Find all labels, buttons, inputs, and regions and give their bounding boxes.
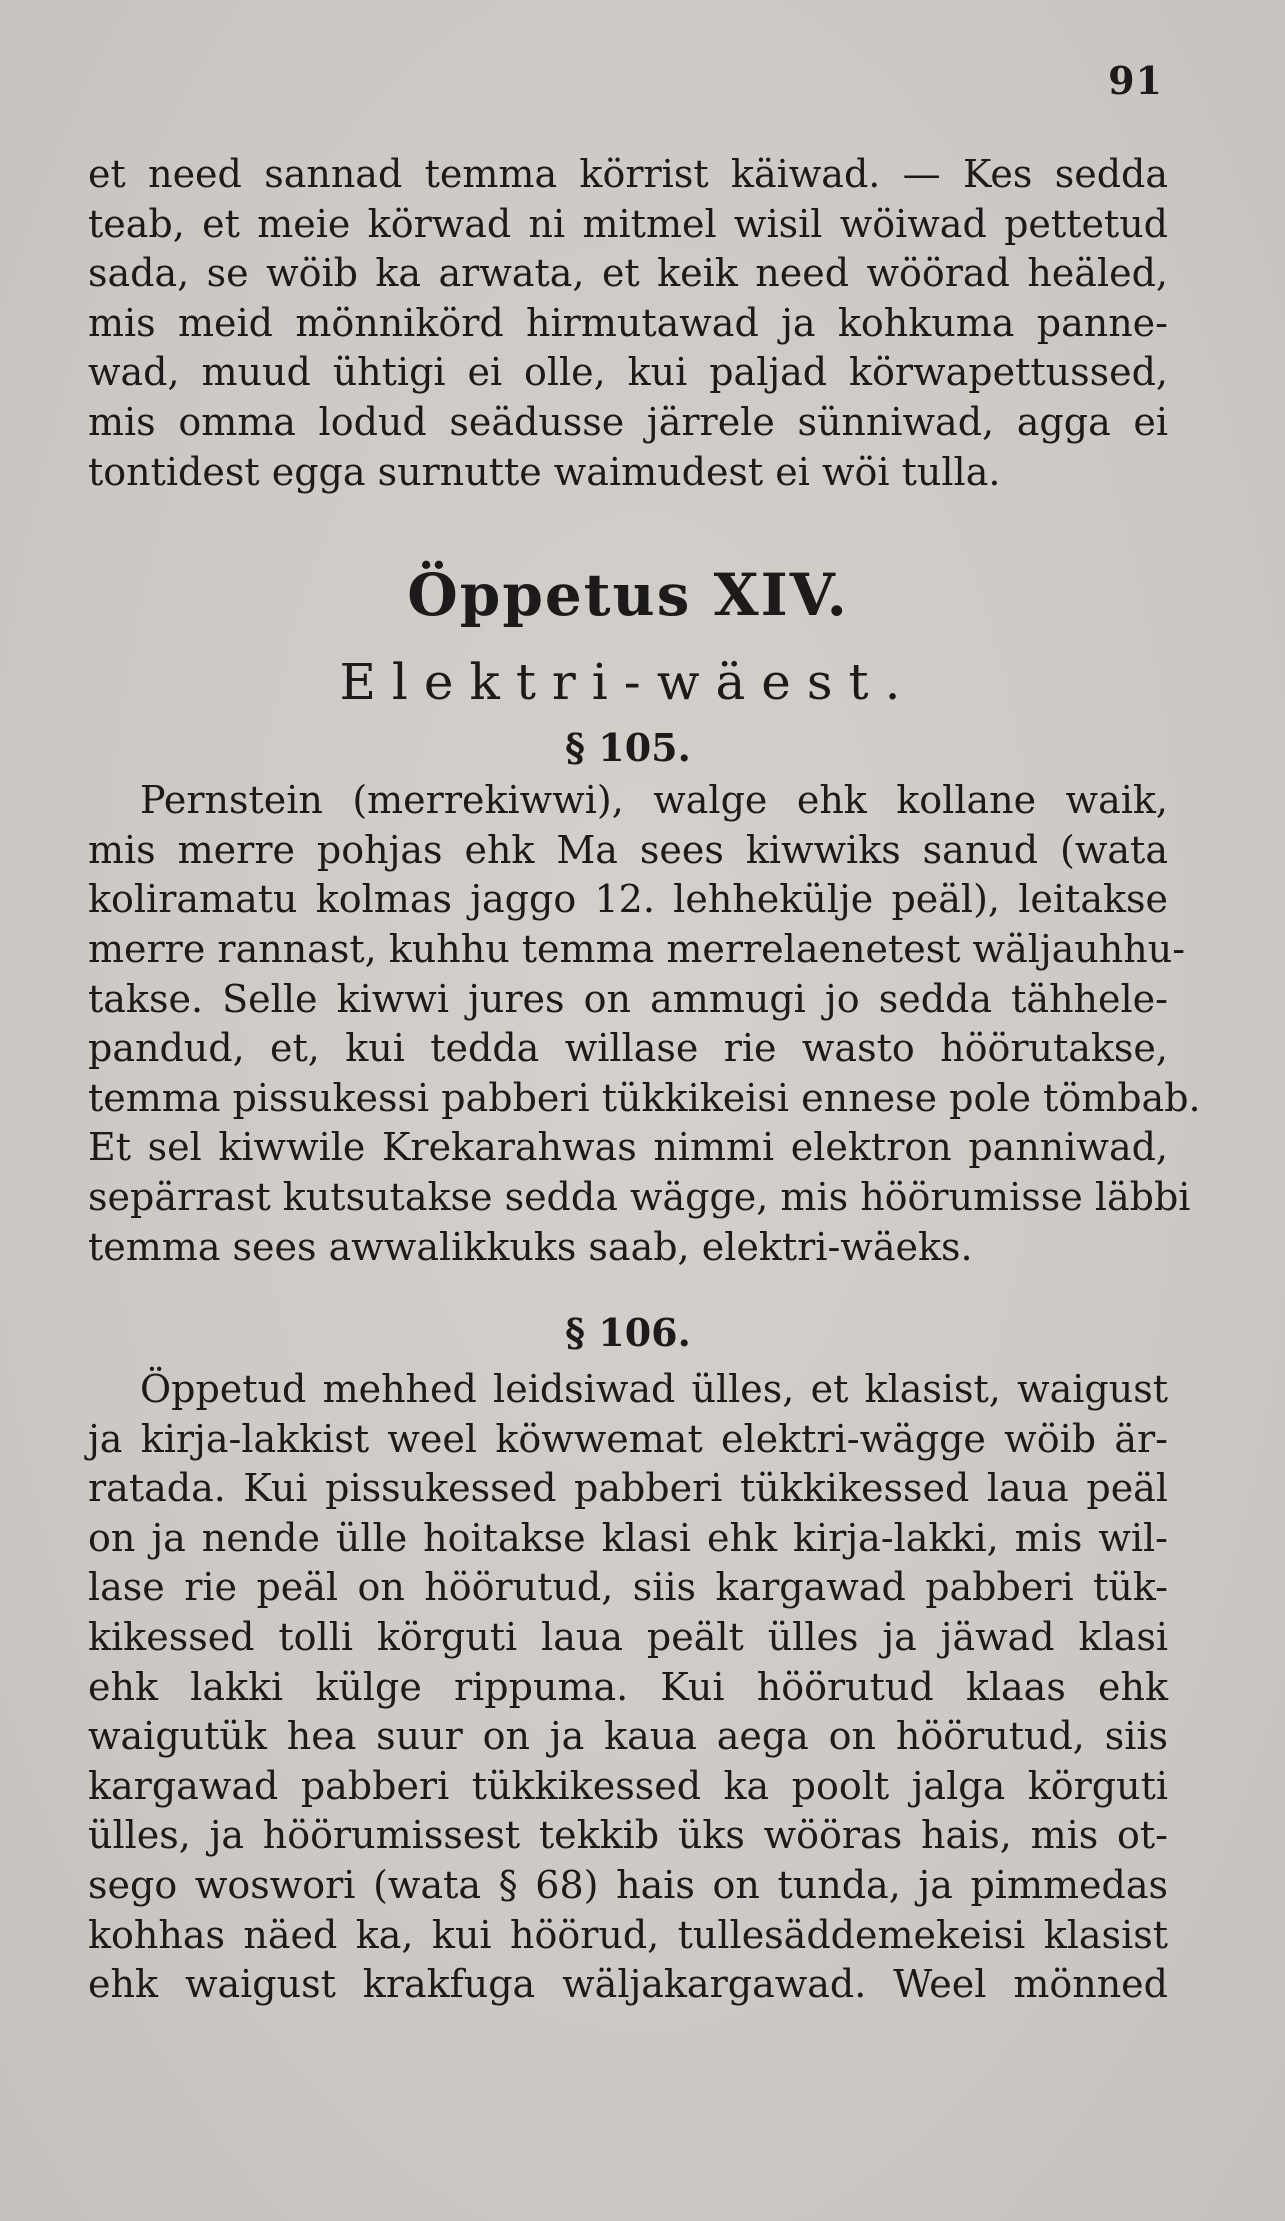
text-line: ehk lakki külge rippuma. Kui höörutud klaas ehk — [88, 1664, 1168, 1709]
text-line: kikessed tolli körguti laua peält ülles ja jäwad klasi — [88, 1615, 1168, 1660]
text-line: mis omma lodud seädusse järrele sünniwad, agga ei — [88, 399, 1168, 444]
text-line: Pernstein (merrekiwwi), walge ehk kollane waik, — [140, 778, 1168, 823]
text-line: lase rie peäl on höörutud, siis kargawad pabberi tük- — [88, 1565, 1168, 1610]
text-line: teab, et meie körwad ni mitmel wisil wöiwad pettetud — [88, 201, 1168, 246]
lesson-subtitle: Elektri-wäest. — [339, 653, 917, 712]
text-line: Öppetud mehhed leidsiwad ülles, et klasist, waigust — [140, 1367, 1168, 1412]
text-line: takse. Selle kiwwi jures on ammugi jo sedda tähhele- — [88, 976, 1168, 1021]
section-105-heading: § 105. — [565, 725, 691, 771]
text-line: kohhas näed ka, kui höörud, tullesäddemekeisi klasist — [88, 1912, 1168, 1957]
text-line: koliramatu kolmas jaggo 12. lehhekülje peäl), leitakse — [88, 877, 1168, 922]
text-line: on ja nende ülle hoitakse klasi ehk kirja-lakki, mis wil- — [88, 1515, 1168, 1560]
text-line: Et sel kiwwile Krekarahwas nimmi elektron panniwad, — [88, 1125, 1168, 1170]
text-line: sepärrast kutsutakse sedda wägge, mis höörumisse läbbi — [88, 1174, 1191, 1219]
text-line: temma pissukessi pabberi tükkikeisi ennese pole tömbab. — [88, 1075, 1201, 1120]
text-line: kargawad pabberi tükkikessed ka poolt jalga körguti — [88, 1763, 1168, 1808]
text-line: sada, se wöib ka arwata, et keik need wöörad heäled, — [88, 251, 1168, 296]
text-line: et need sannad temma körrist käiwad. — Kes sedda — [88, 152, 1168, 196]
text-line: ülles, ja höörumissest tekkib üks wööras hais, mis ot- — [88, 1813, 1168, 1858]
page-content — [88, 150, 1201, 2010]
text-line: wad, muud ühtigi ei olle, kui paljad körwapettussed, — [88, 350, 1168, 395]
text-line: ratada. Kui pissukessed pabberi tükkikessed laua peäl — [88, 1466, 1168, 1511]
intro-paragraph — [88, 150, 1168, 497]
section-105-paragraph — [88, 776, 1201, 1272]
page-number: 91 — [1108, 58, 1163, 103]
section-106-heading: § 106. — [565, 1310, 691, 1356]
text-line: temma sees awwalikkuks saab, elektri-wäeks. — [88, 1224, 973, 1269]
section-106-paragraph — [88, 1365, 1168, 2010]
text-line: mis meid mönnikörd hirmutawad ja kohkuma panne- — [88, 300, 1168, 345]
text-line: pandud, et, kui tedda willase rie wasto höörutakse, — [88, 1026, 1168, 1071]
text-line: waigutük hea suur on ja kaua aega on höörutud, siis — [88, 1714, 1168, 1759]
text-line: ehk waigust krakfuga wäljakargawad. Weel mönned — [88, 1962, 1168, 2007]
text-line: sego woswori (wata § 68) hais on tunda, ja pimmedas — [88, 1863, 1168, 1908]
text-line: merre rannast, kuhhu temma merrelaenetest wäljauhhu- — [88, 926, 1186, 971]
lesson-title: Öppetus XIV. — [407, 561, 849, 630]
text-line: mis merre pohjas ehk Ma sees kiwwiks sanud (wata — [88, 827, 1168, 872]
text-line: ja kirja-lakkist weel köwwemat elektri-wägge wöib är- — [88, 1416, 1168, 1461]
text-line: tontidest egga surnutte waimudest ei wöi tulla. — [88, 449, 1001, 494]
